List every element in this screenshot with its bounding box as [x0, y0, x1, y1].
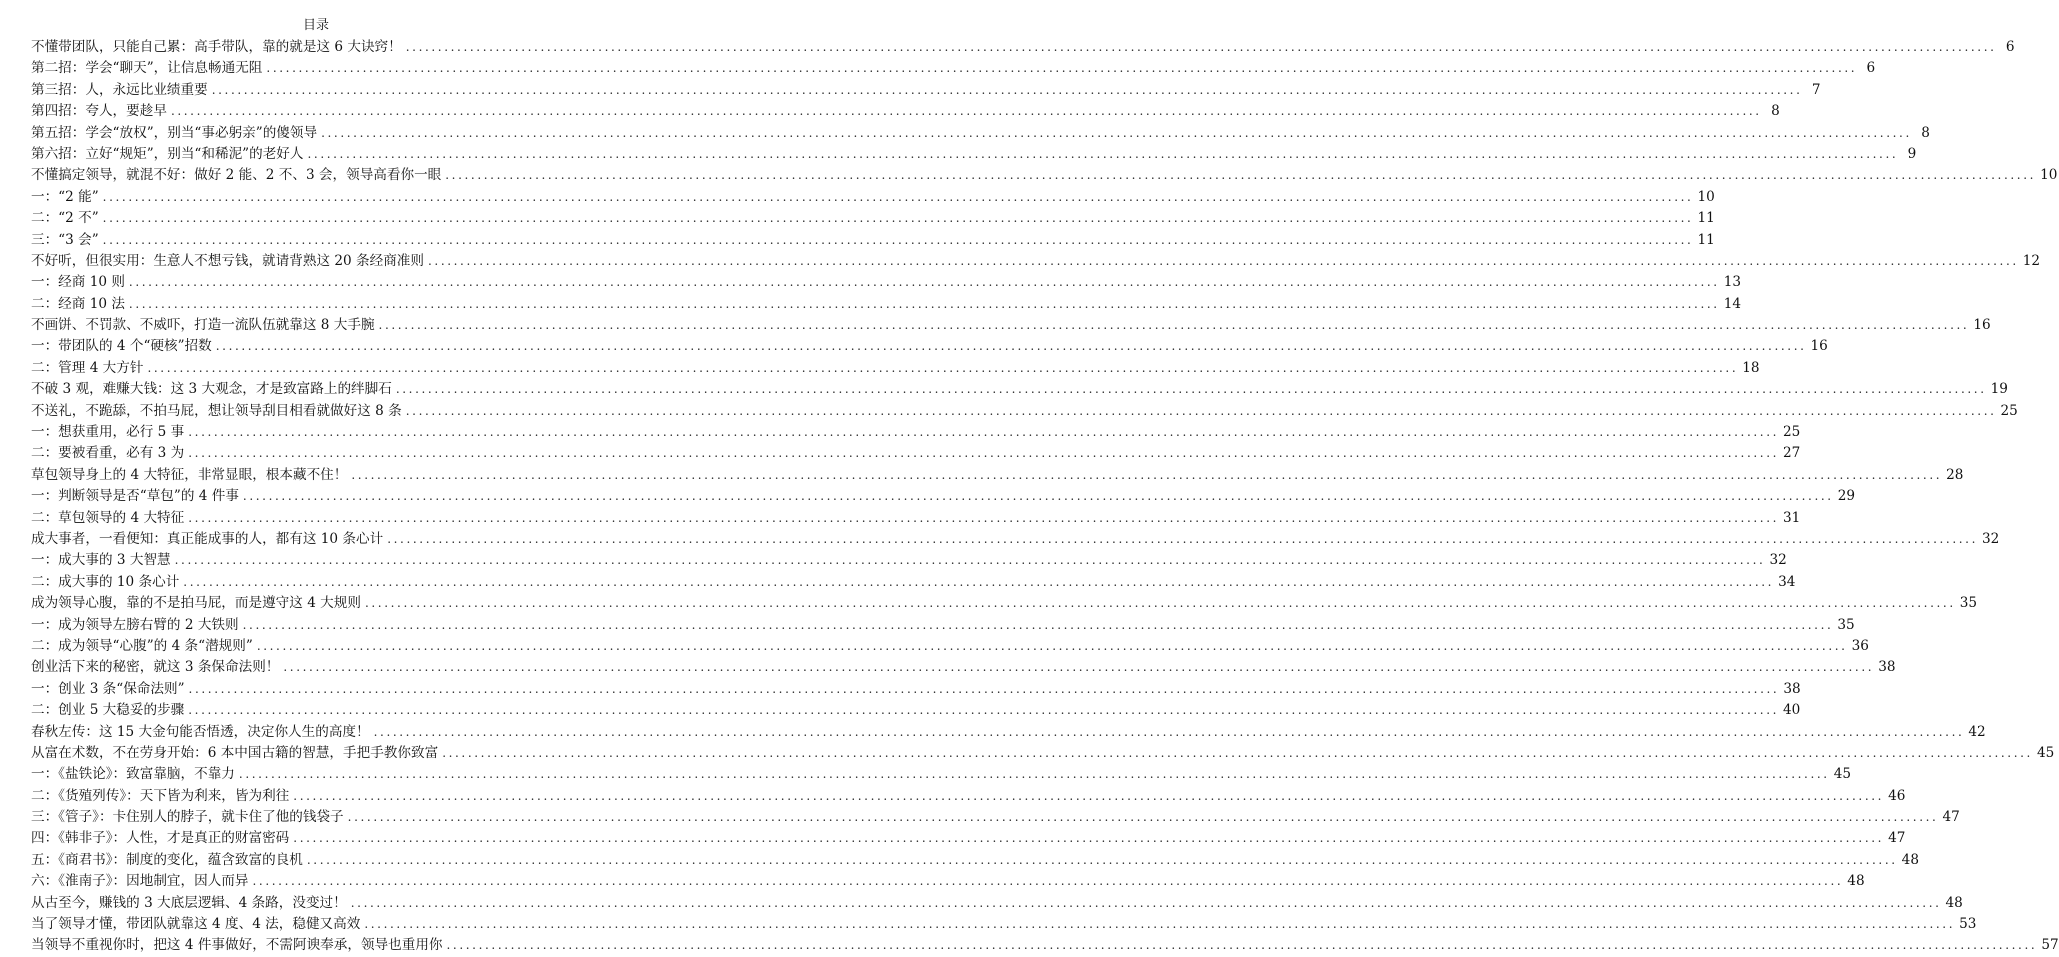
toc-dot-leader [243, 486, 1834, 507]
toc-entry[interactable] [31, 679, 1801, 700]
toc-entry-page-number: 14 [1723, 295, 1742, 312]
toc-entry[interactable] [31, 58, 1876, 79]
toc-entry-page-number: 27 [1783, 445, 1801, 462]
toc-entry[interactable] [31, 850, 1919, 871]
toc-entry-title: 一：成大事的 3 大智慧 [31, 552, 171, 569]
toc-dot-leader [406, 37, 1997, 58]
toc-entry[interactable] [31, 657, 1896, 678]
toc-entry[interactable] [31, 165, 2058, 186]
toc-entry-page-number: 42 [1968, 723, 1986, 740]
toc-dot-leader [257, 636, 1848, 657]
toc-entry[interactable] [31, 636, 1869, 657]
toc-dot-leader [396, 379, 1987, 400]
toc-entry-page-number: 32 [1982, 530, 2000, 547]
toc-entry-title: 一：经商 10 则 [31, 274, 125, 291]
toc-entry-title: 春秋左传：这 15 大金句能否悟透，决定你人生的高度！ [31, 723, 370, 740]
toc-dot-leader [447, 935, 2038, 956]
toc-entry-title: 二：成为领导“心腹”的 4 条“潜规则” [31, 637, 253, 654]
toc-entry-title: 第六招：立好“规矩”，别当“和稀泥”的老好人 [31, 145, 304, 162]
toc-title: 目录 [302, 18, 329, 33]
toc-dot-leader [348, 807, 1939, 828]
toc-dot-leader [364, 914, 1955, 935]
toc-entry[interactable] [31, 828, 1906, 849]
toc-entry-page-number: 32 [1769, 552, 1787, 569]
toc-entry-title: 二：“2 不” [31, 210, 99, 227]
toc-entry-title: 二：管理 4 大方针 [31, 359, 144, 376]
toc-entry-page-number: 45 [1833, 766, 1852, 783]
toc-entry-page-number: 25 [2000, 402, 2018, 419]
toc-entry-page-number: 53 [1959, 916, 1977, 933]
toc-entry-title: 创业活下来的秘密，就这 3 条保命法则！ [31, 659, 280, 676]
toc-entry[interactable] [31, 893, 1963, 914]
toc-entry-page-number: 48 [1847, 873, 1865, 890]
toc-entry-page-number: 48 [1945, 894, 1963, 911]
toc-dot-leader [253, 871, 1844, 892]
toc-entry[interactable] [31, 572, 1796, 593]
toc-entry-title: 当领导不重视你时，把这 4 件事做好，不需阿谀奉承，领导也重用你 [31, 937, 443, 954]
toc-dot-leader [103, 230, 1694, 251]
toc-dot-leader [147, 358, 1738, 379]
toc-entry[interactable] [31, 700, 1801, 721]
toc-dot-leader [243, 615, 1834, 636]
toc-entry-title: 第四招：夸人，要趁早 [31, 103, 167, 120]
toc-dot-leader [283, 657, 1874, 678]
toc-dot-leader [239, 764, 1830, 785]
toc-entry-page-number: 9 [1907, 145, 1917, 162]
toc-entry[interactable] [31, 379, 2008, 400]
toc-entry-title: 五：《商君书》：制度的变化，蕴含致富的良机 [31, 851, 303, 868]
toc-entry-page-number: 11 [1697, 231, 1715, 248]
toc-entry-title: 三：《管子》：卡住别人的脖子，就卡住了他的钱袋子 [31, 809, 344, 826]
toc-entry-title: 二：创业 5 大稳妥的步骤 [31, 702, 185, 719]
toc-dot-leader [445, 165, 2036, 186]
toc-entry-page-number: 38 [1878, 659, 1896, 676]
toc-entry-title: 成大事者，一看便知：真正能成事的人，都有这 10 条心计 [31, 530, 384, 547]
toc-entry[interactable] [31, 743, 2055, 764]
toc-dot-leader [103, 208, 1694, 229]
toc-entry-title: 从富在术数，不在劳身开始：6 本中国古籍的智慧，手把手教你致富 [31, 744, 439, 761]
toc-entry[interactable] [31, 422, 1801, 443]
toc-entry-title: 草包领导身上的 4 大特征，非常显眼，根本藏不住！ [31, 466, 348, 483]
toc-entry-page-number: 47 [1942, 809, 1960, 826]
toc-entry[interactable] [31, 272, 1742, 293]
toc-entry[interactable] [31, 786, 1906, 807]
toc-dot-leader [212, 80, 1803, 101]
toc-dot-leader [171, 101, 1762, 122]
toc-entry[interactable] [31, 123, 1930, 144]
toc-entry[interactable] [31, 871, 1865, 892]
toc-entry-page-number: 13 [1723, 274, 1742, 291]
toc-entry[interactable] [31, 37, 2015, 58]
toc-entry[interactable] [31, 443, 1801, 464]
toc-entry[interactable] [31, 144, 1917, 165]
toc-dot-leader [374, 722, 1965, 743]
toc-entry-title: 二：要被看重，必有 3 为 [31, 445, 185, 462]
toc-entry-title: 不好听，但很实用：生意人不想亏钱，就请背熟这 20 条经商准则 [31, 252, 424, 269]
toc-entry-page-number: 19 [1990, 381, 2008, 398]
toc-entry-page-number: 10 [1697, 188, 1715, 205]
toc-list [31, 37, 2059, 957]
toc-entry-page-number: 38 [1783, 680, 1801, 697]
toc-dot-leader [379, 315, 1970, 336]
toc-entry-page-number: 45 [2036, 744, 2055, 761]
toc-dot-leader [103, 187, 1694, 208]
toc-entry-page-number: 36 [1851, 637, 1869, 654]
toc-entry-page-number: 31 [1783, 509, 1801, 526]
toc-entry-title: 不懂带团队，只能自己累：高手带队，靠的就是这 6 大诀窍！ [31, 39, 402, 55]
toc-entry-title: 不送礼，不跪舔，不拍马屁，想让领导刮目相看就做好这 8 条 [31, 402, 402, 419]
toc-entry[interactable] [31, 336, 1828, 357]
toc-dot-leader [387, 529, 1978, 550]
toc-entry-title: 六：《淮南子》：因地制宜，因人而异 [31, 873, 249, 890]
toc-entry[interactable] [31, 914, 1977, 935]
toc-entry-page-number: 34 [1778, 573, 1796, 590]
toc-entry-title: 一：判断领导是否“草包”的 4 件事 [31, 488, 239, 505]
toc-entry[interactable] [31, 80, 1821, 101]
toc-dot-leader [129, 294, 1720, 315]
toc-entry[interactable] [31, 401, 2018, 422]
toc-entry-page-number: 28 [1946, 466, 1964, 483]
toc-entry[interactable] [31, 935, 2059, 956]
toc-entry[interactable] [31, 722, 1986, 743]
toc-entry-title: 第二招：学会“聊天”，让信息畅通无阻 [31, 60, 263, 77]
toc-entry[interactable] [31, 101, 1780, 122]
toc-entry[interactable] [31, 508, 1801, 529]
toc-entry-title: 二：经商 10 法 [31, 295, 125, 312]
toc-entry-title: 从古至今，赚钱的 3 大底层逻辑、4 条路，没变过！ [31, 894, 347, 911]
toc-entry-title: 第三招：人，永远比业绩重要 [31, 81, 208, 98]
toc-entry-page-number: 47 [1888, 830, 1906, 847]
toc-dot-leader [428, 251, 2019, 272]
toc-entry-title: 不破 3 观，难赚大钱：这 3 大观念，才是致富路上的绊脚石 [31, 381, 392, 398]
toc-entry-page-number: 16 [1973, 317, 1991, 334]
toc-entry[interactable] [31, 529, 2000, 550]
toc-entry-title: 一：想获重用，必行 5 事 [31, 424, 185, 441]
toc-entry-page-number: 18 [1742, 359, 1760, 376]
toc-entry[interactable] [31, 187, 1715, 208]
toc-entry-page-number: 25 [1783, 424, 1801, 441]
toc-entry[interactable] [31, 294, 1742, 315]
toc-entry[interactable] [31, 550, 1787, 571]
toc-entry[interactable] [31, 230, 1715, 251]
toc-entry-title: 不画饼、不罚款、不威吓，打造一流队伍就靠这 8 大手腕 [31, 317, 375, 334]
toc-entry-page-number: 11 [1697, 210, 1715, 227]
toc-entry-page-number: 8 [1771, 103, 1780, 120]
toc-entry-title: 二：《货殖列传》：天下皆为利来，皆为利往 [31, 787, 290, 804]
toc-dot-leader [188, 443, 1779, 464]
toc-dot-leader [293, 828, 1884, 849]
toc-dot-leader [365, 593, 1956, 614]
toc-entry-title: 不懂搞定领导，就混不好：做好 2 能、2 不、3 会，领导高看你一眼 [31, 167, 442, 184]
toc-entry-page-number: 46 [1888, 787, 1906, 804]
toc-entry-page-number: 29 [1837, 488, 1856, 505]
toc-dot-leader [216, 336, 1807, 357]
toc-entry-title: 二：草包领导的 4 大特征 [31, 509, 185, 526]
toc-entry-page-number: 8 [1921, 124, 1930, 141]
toc-dot-leader [406, 401, 1997, 422]
toc-entry-title: 一：《盐铁论》：致富靠脑，不靠力 [31, 766, 235, 783]
toc-entry[interactable] [31, 465, 1964, 486]
toc-dot-leader [188, 422, 1779, 443]
toc-entry[interactable] [31, 807, 1960, 828]
toc-dot-leader [307, 850, 1898, 871]
toc-entry[interactable] [31, 315, 1991, 336]
toc-entry[interactable] [31, 208, 1715, 229]
toc-entry[interactable] [31, 358, 1760, 379]
toc-dot-leader [307, 144, 1898, 165]
toc-entry-page-number: 6 [2005, 39, 2015, 55]
toc-entry-page-number: 7 [1811, 81, 1821, 98]
toc-entry-page-number: 35 [1837, 616, 1855, 633]
toc-entry-title: 一：“2 能” [31, 188, 99, 205]
toc-entry-title: 一：创业 3 条“保命法则” [31, 680, 185, 697]
toc-entry-title: 二：成大事的 10 条心计 [31, 573, 180, 590]
toc-entry-page-number: 10 [2040, 167, 2058, 184]
toc-dot-leader [351, 465, 1942, 486]
toc-entry[interactable] [31, 615, 1855, 636]
toc-entry-title: 三：“3 会” [31, 231, 99, 248]
toc-entry-page-number: 35 [1959, 595, 1978, 612]
toc-dot-leader [188, 508, 1779, 529]
toc-entry-title: 当了领导才懂，带团队就靠这 4 度、4 法，稳健又高效 [31, 916, 361, 933]
toc-entry-page-number: 57 [2041, 937, 2059, 954]
toc-dot-leader [293, 786, 1884, 807]
toc-dot-leader [266, 58, 1857, 79]
toc-dot-leader [188, 700, 1779, 721]
toc-entry[interactable] [31, 593, 1978, 614]
toc-entry-title: 一：成为领导左膀右臂的 2 大铁则 [31, 616, 239, 633]
toc-dot-leader [175, 550, 1766, 571]
toc-dot-leader [129, 272, 1720, 293]
toc-dot-leader [321, 123, 1912, 144]
toc-entry-page-number: 16 [1810, 338, 1828, 355]
toc-entry[interactable] [31, 251, 2041, 272]
toc-entry-title: 四：《韩非子》：人性，才是真正的财富密码 [31, 830, 290, 847]
toc-dot-leader [183, 572, 1774, 593]
toc-entry-page-number: 40 [1783, 702, 1801, 719]
toc-entry-page-number: 6 [1866, 60, 1876, 77]
toc-entry-page-number: 48 [1901, 851, 1919, 868]
toc-entry-title: 第五招：学会“放权”，别当“事必躬亲”的傻领导 [31, 124, 318, 141]
toc-entry[interactable] [31, 764, 1852, 785]
toc-dot-leader [442, 743, 2033, 764]
toc-entry-title: 成为领导心腹，靠的不是拍马屁，而是遵守这 4 大规则 [31, 595, 361, 612]
toc-dot-leader [351, 893, 1942, 914]
toc-dot-leader [189, 679, 1780, 700]
toc-entry-title: 一：带团队的 4 个“硬核”招数 [31, 338, 212, 355]
toc-entry-page-number: 12 [2022, 252, 2041, 269]
toc-entry[interactable] [31, 486, 1856, 507]
